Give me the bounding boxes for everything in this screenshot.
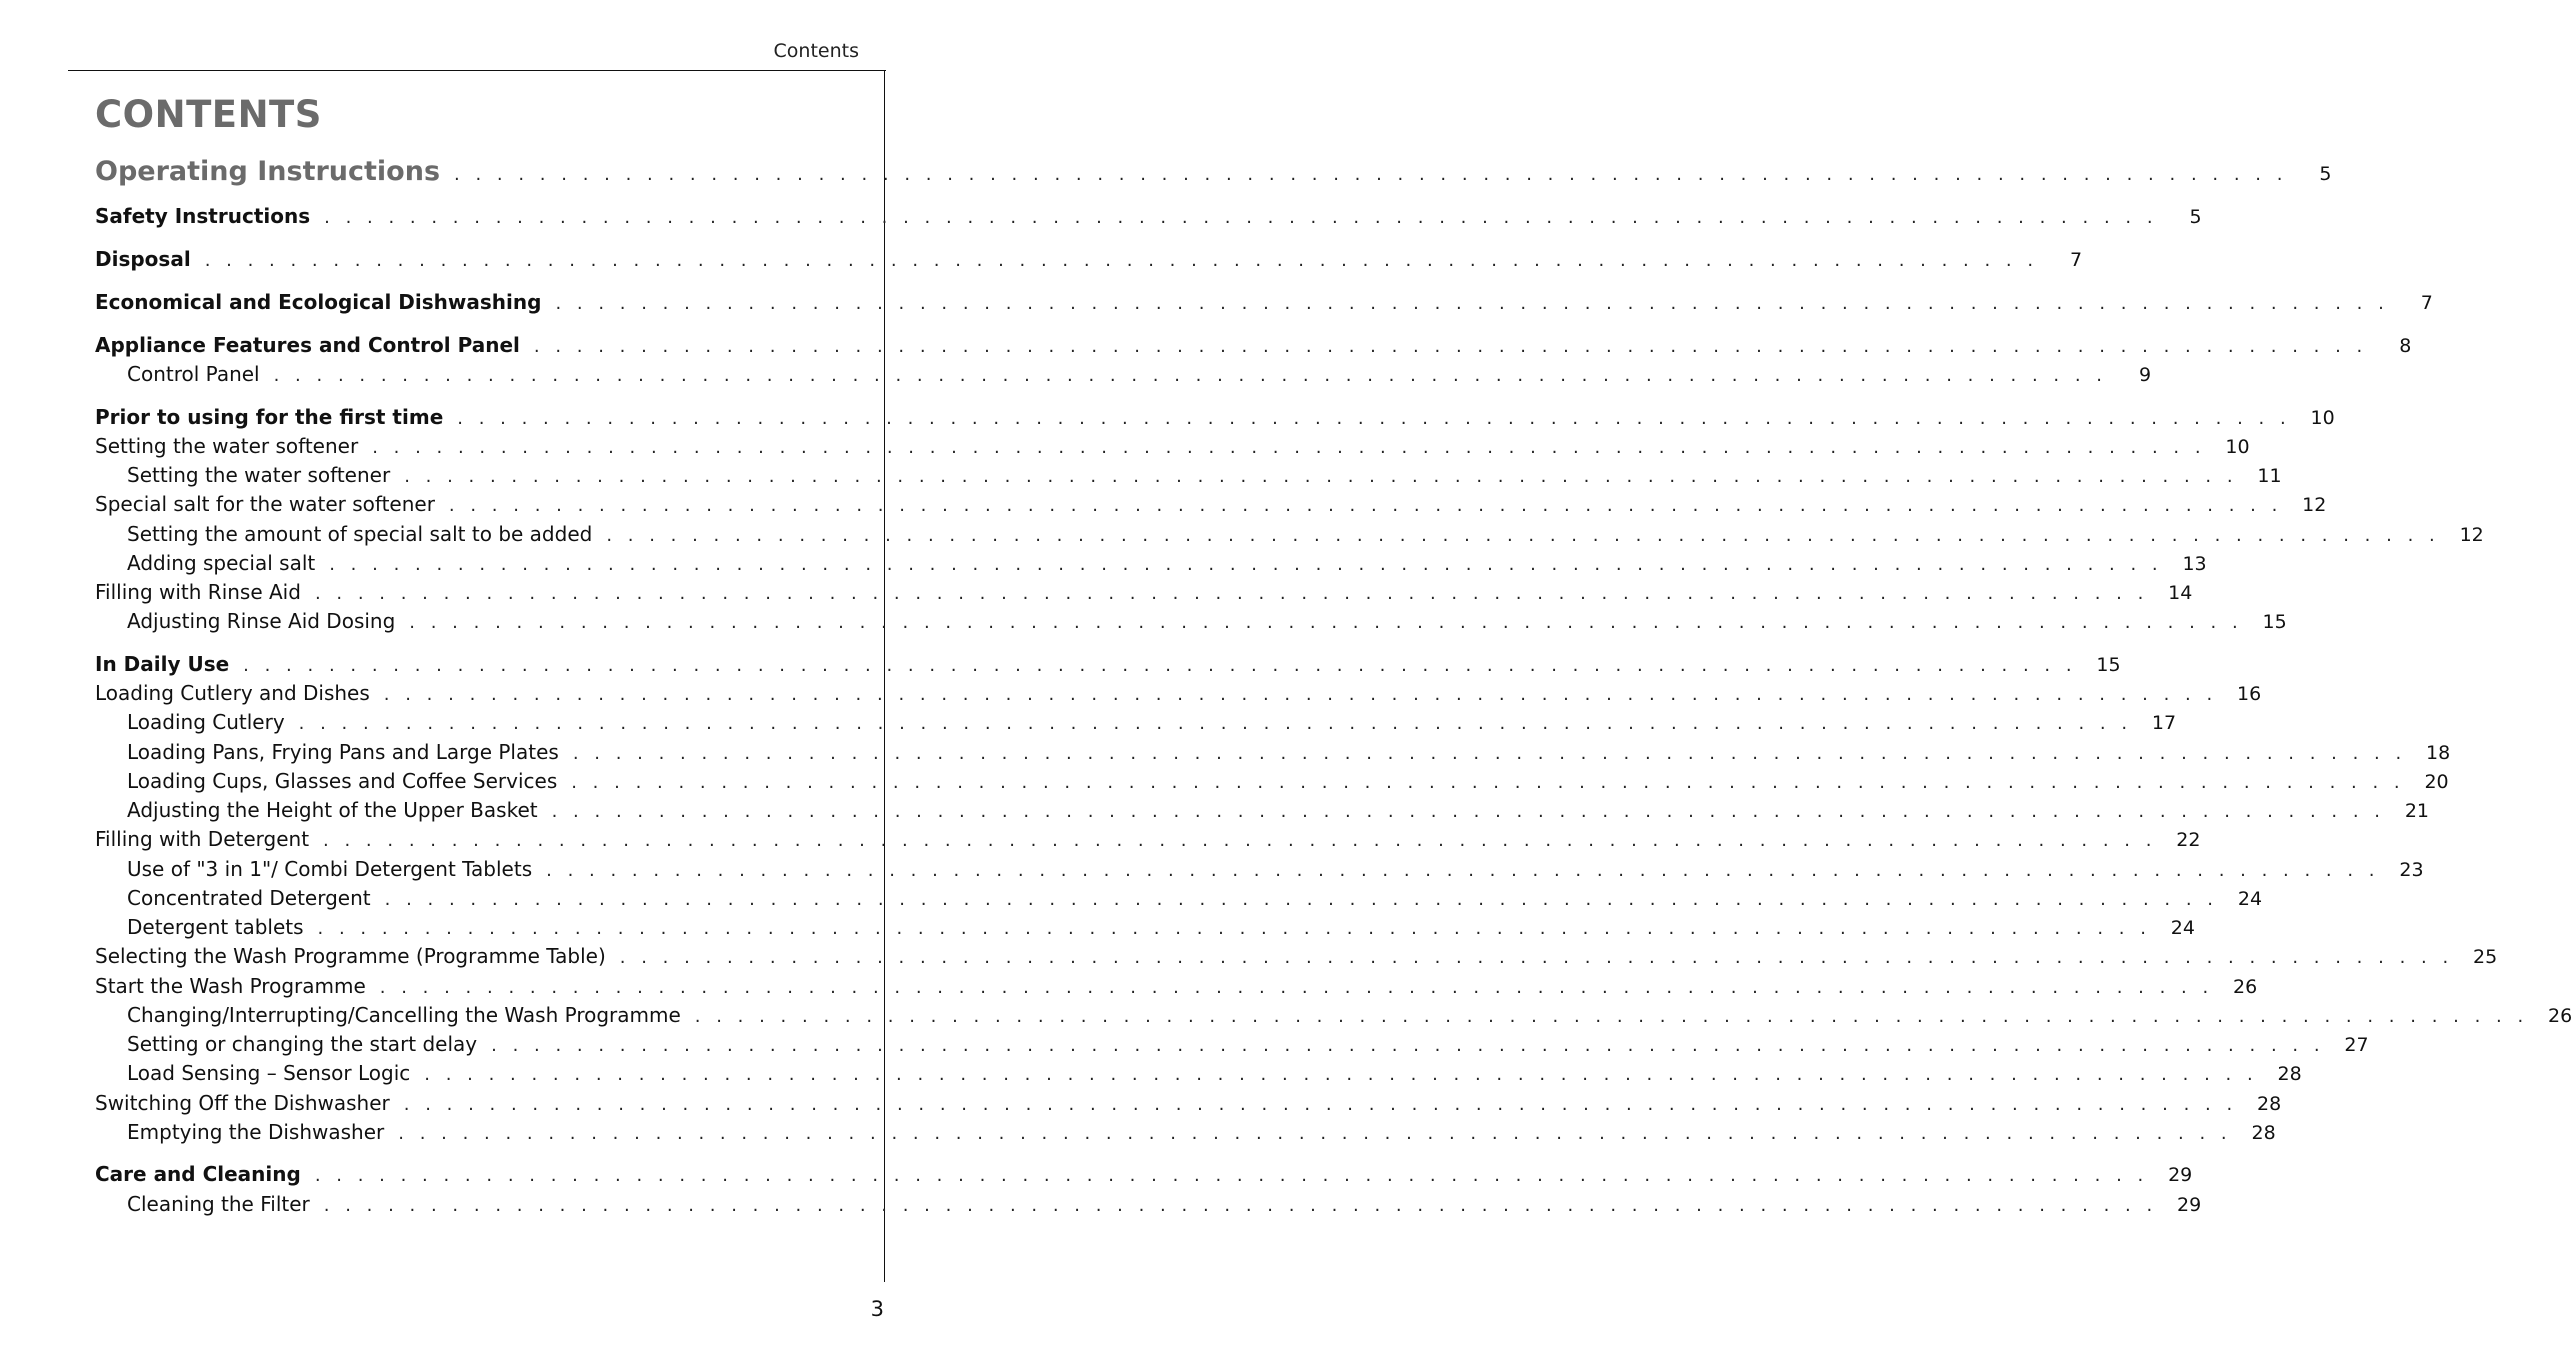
dot-leader: . . . . . . . . . . . . . . . . . . . . . . . . . . . . . . . . . . . . . . . . . . . . . . . . . . . . . . . . . . . . . . . . . . . . . . . . . . . . . . . . . . . . . .: [424, 1064, 2258, 1085]
toc-entry: [95, 361, 2152, 389]
dot-leader: . . . . . . . . . . . . . . . . . . . . . . . . . . . . . . . . . . . . . . . . . . . . . . . . . . . . . . . . . . . . . . . . . . . . . . . . . . . . . . . . . . . . . .: [555, 293, 2389, 314]
toc-entry-page: 5: [2189, 206, 2202, 228]
dot-leader: . . . . . . . . . . . . . . . . . . . . . . . . . . . . . . . . . . . . . . . . . . . . . . . . . . . . . . . . . . . . . . . . . . . . . . . . . . . . . . . . . . . . . .: [533, 336, 2368, 357]
toc-entry-label: Loading Cutlery: [127, 710, 285, 734]
toc-entry-label: Emptying the Dishwasher: [127, 1120, 385, 1144]
toc-entry-label: Filling with Detergent: [95, 827, 310, 851]
toc-entry-label: Care and Cleaning: [95, 1162, 301, 1186]
toc-entry-label: Loading Cups, Glasses and Coffee Services: [127, 769, 558, 793]
toc-entry: [95, 1002, 2572, 1030]
toc-entry-label: Start the Wash Programme: [95, 974, 366, 998]
toc-entry-page: 12: [2459, 524, 2484, 546]
dot-leader: . . . . . . . . . . . . . . . . . . . . . . . . . . . . . . . . . . . . . . . . . . . . . . . . . . . . . . . . . . . . . . . . . . . . . . . . . . . . . . . . . . . . . .: [314, 1165, 2149, 1186]
dot-leader: . . . . . . . . . . . . . . . . . . . . . . . . . . . . . . . . . . . . . . . . . . . . . . . . . . . . . . . . . . . . . . . . . . . . . . . . . . . . . . . . . . . . . .: [448, 495, 2283, 516]
dot-leader: . . . . . . . . . . . . . . . . . . . . . . . . . . . . . . . . . . . . . . . . . . . . . . . . . . . . . . . . . . . . . . . . . . . . . . . . . . . . . . . . . . . . . .: [383, 684, 2218, 705]
dot-leader: . . . . . . . . . . . . . . . . . . . . . . . . . . . . . . . . . . . . . . . . . . . . . . . . . . . . . . . . . . . . . . . . . . . . . . . . . . . . . . . . . . . . . .: [404, 466, 2238, 487]
toc-entry-page: 11: [2257, 465, 2282, 487]
toc-entry-page: 13: [2182, 553, 2207, 575]
page-number: 3: [870, 1297, 884, 1321]
toc-entry-page: 18: [2426, 742, 2451, 764]
toc-entry-label: Filling with Rinse Aid: [95, 580, 301, 604]
toc-entry-label: In Daily Use: [95, 652, 230, 676]
dot-leader: . . . . . . . . . . . . . . . . . . . . . . . . . . . . . . . . . . . . . . . . . . . . . . . . . . . . . . . . . . . . . . . . . . . . . . . . . . . . . . . . . . . . . .: [551, 801, 2386, 822]
toc-entry-label: Changing/Interrupting/Cancelling the Wash Programme: [127, 1003, 681, 1027]
dot-leader: . . . . . . . . . . . . . . . . . . . . . . . . . . . . . . . . . . . . . . . . . . . . . . . . . . . . . . . . . . . . . . . . . . . . . . . . . . . . . . . . . . . . . .: [403, 1094, 2238, 1115]
toc-entry: [95, 680, 2262, 708]
dot-leader: . . . . . . . . . . . . . . . . . . . . . . . . . . . . . . . . . . . . . . . . . . . . . . . . . . . . . . . . . . . . . . . . . . . . . . . . . . . . . . . . . . . . . .: [372, 437, 2206, 458]
dot-leader: . . . . . . . . . . . . . . . . . . . . . . . . . . . . . . . . . . . . . . . . . . . . . . . . . . . . . . . . . . . . . . . . . . . . . . . . . . . . . . . . . . . . . .: [457, 408, 2291, 429]
toc-entry-label: Safety Instructions: [95, 204, 311, 228]
toc-entry: [95, 1191, 2202, 1219]
dot-leader: . . . . . . . . . . . . . . . . . . . . . . . . . . . . . . . . . . . . . . . . . . . . . . . . . . . . . . . . . . . . . . . . . . . . . . . . . . . . . . . . . . . . . .: [384, 889, 2219, 910]
dot-leader: . . . . . . . . . . . . . . . . . . . . . . . . . . . . . . . . . . . . . . . . . . . . . . . . . . . . . . . . . . . . . . . . . . . . . . . . . . . . . . . . . . . . . .: [273, 365, 2108, 386]
toc-entry-page: 28: [2251, 1122, 2276, 1144]
toc-entry-label: Loading Cutlery and Dishes: [95, 681, 370, 705]
dot-leader: . . . . . . . . . . . . . . . . . . . . . . . . . . . . . . . . . . . . . . . . . . . . . . . . . . . . . . . . . . . . . . . . . . . . . . . . . . . . . . . . . . . . . .: [398, 1123, 2232, 1144]
toc-entry-page: 16: [2237, 683, 2262, 705]
toc-entry: [95, 332, 2412, 360]
toc-entry-page: 14: [2168, 582, 2193, 604]
toc-entry-page: 17: [2151, 712, 2177, 734]
toc-entry-label: Switching Off the Dishwasher: [95, 1091, 390, 1115]
toc-entry: [95, 404, 2335, 432]
toc-entry: [95, 943, 2498, 971]
toc-entry: [95, 797, 2430, 825]
toc-entry: [95, 521, 2484, 549]
toc-entry-label: Control Panel: [127, 362, 260, 386]
toc-entry: [95, 768, 2449, 796]
toc-entry: [95, 856, 2424, 884]
dot-leader: . . . . . . . . . . . . . . . . . . . . . . . . . . . . . . . . . . . . . . . . . . . . . . . . . . . . . . . . . . . . . . . . . . . . . . . . . . . . . . . . . . . . . .: [379, 977, 2214, 998]
toc-entry-label: Disposal: [95, 247, 191, 271]
toc-entry-label: Appliance Features and Control Panel: [95, 333, 520, 357]
toc-entry: [95, 246, 2083, 274]
toc-entry-page: 24: [2170, 917, 2195, 939]
toc-entry-page: 28: [2277, 1063, 2302, 1085]
toc-entry-label: Adjusting Rinse Aid Dosing: [127, 609, 396, 633]
toc-entry: [95, 709, 2177, 737]
dot-leader: . . . . . . . . . . . . . . . . . . . . . . . . . . . . . . . . . . . . . . . . . . . . . . . . . . . . . . . . . . . . . . . . . . . . . . . . . . . . . . . . . . . . . .: [619, 947, 2454, 968]
toc-entry-label: Operating Instructions: [95, 156, 441, 187]
toc-entry-label: Loading Pans, Frying Pans and Large Plates: [127, 740, 559, 764]
toc-entry: [95, 1060, 2302, 1088]
toc-entry-page: 7: [2070, 249, 2083, 271]
toc-entry-page: 22: [2176, 829, 2201, 851]
toc-entry-page: 23: [2399, 859, 2424, 881]
toc-entry-label: Adjusting the Height of the Upper Basket: [127, 798, 538, 822]
toc-entry-page: 25: [2473, 946, 2498, 968]
toc-entry-page: 15: [2096, 654, 2121, 676]
dot-leader: . . . . . . . . . . . . . . . . . . . . . . . . . . . . . . . . . . . . . . . . . . . . . . . . . . . . . . . . . . . . . . . . . . . . . . . . . . . . . . . . . . . . . .: [572, 743, 2407, 764]
toc-entry-label: Detergent tablets: [127, 915, 304, 939]
toc-entry: [95, 203, 2202, 231]
dot-leader: . . . . . . . . . . . . . . . . . . . . . . . . . . . . . . . . . . . . . . . . . . . . . . . . . . . . . . . . . . . . . . . . . . . . . . . . . . . . . . . . . . . . . .: [324, 207, 2158, 228]
toc-entry-label: Load Sensing – Sensor Logic: [127, 1061, 411, 1085]
toc-entry-page: 10: [2225, 436, 2250, 458]
toc-entry-label: Economical and Ecological Dishwashing: [95, 290, 542, 314]
toc-entry-page: 9: [2138, 364, 2152, 386]
toc-entry-page: 29: [2177, 1194, 2202, 1216]
dot-leader: . . . . . . . . . . . . . . . . . . . . . . . . . . . . . . . . . . . . . . . . . . . . . . . . . . . . . . . . . . . . . . . . . . . . . . . . . . . . . . . . . . . . . .: [571, 772, 2405, 793]
toc-entry: [95, 651, 2121, 679]
toc-entry-page: 5: [2319, 163, 2332, 185]
dot-leader: . . . . . . . . . . . . . . . . . . . . . . . . . . . . . . . . . . . . . . . . . . . . . . . . . . . . . . . . . . . . . . . . . . . . . . . . . . . . . . . . . . . . . .: [243, 655, 2077, 676]
toc-entry-page: 12: [2302, 494, 2327, 516]
dot-leader: . . . . . . . . . . . . . . . . . . . . . . . . . . . . . . . . . . . . . . . . . . . . . . . . . . . . . . . . . . . . . . . . . . . . . . . . . . . . . . . . . . . . . .: [323, 1195, 2158, 1216]
toc-entry-page: 15: [2262, 611, 2287, 633]
toc-entry-label: Prior to using for the first time: [95, 405, 444, 429]
running-header: Contents: [773, 40, 859, 62]
toc-entry: [95, 1161, 2193, 1189]
toc-entry-page: 26: [2548, 1005, 2572, 1027]
toc-entry: [95, 608, 2287, 636]
toc-entry: [95, 1031, 2369, 1059]
toc-entry: [95, 462, 2282, 490]
dot-leader: . . . . . . . . . . . . . . . . . . . . . . . . . . . . . . . . . . . . . . . . . . . . . . . . . . . . . . . . . . . . . . . . . . . . . . . . . . . . . . . . . . . . . .: [409, 612, 2243, 633]
toc-entry-page: 10: [2310, 407, 2335, 429]
dot-leader: . . . . . . . . . . . . . . . . . . . . . . . . . . . . . . . . . . . . . . . . . . . . . . . . . . . . . . . . . . . . . . . . . . . . . . . . . . . . . . . . . . . . . .: [314, 583, 2149, 604]
toc-entry: [95, 914, 2195, 942]
dot-leader: . . . . . . . . . . . . . . . . . . . . . . . . . . . . . . . . . . . . . . . . . . . . . . . . . . . . . . . . . . . . . . . . . . . . . . . . . . . . . . . . . . . . . .: [454, 164, 2288, 185]
toc-entry: [95, 885, 2263, 913]
toc-entry: [95, 550, 2207, 578]
toc-entry-page: 21: [2404, 800, 2430, 822]
toc-entry-page: 20: [2424, 771, 2449, 793]
toc-entry-label: Setting the amount of special salt to be added: [127, 522, 593, 546]
toc-entry-label: Concentrated Detergent: [127, 886, 371, 910]
dot-leader: . . . . . . . . . . . . . . . . . . . . . . . . . . . . . . . . . . . . . . . . . . . . . . . . . . . . . . . . . . . . . . . . . . . . . . . . . . . . . . . . . . . . . .: [204, 250, 2039, 271]
toc-entry: [95, 433, 2250, 461]
dot-leader: . . . . . . . . . . . . . . . . . . . . . . . . . . . . . . . . . . . . . . . . . . . . . . . . . . . . . . . . . . . . . . . . . . . . . . . . . . . . . . . . . . . . . .: [546, 860, 2380, 881]
toc-entry-label: Adding special salt: [127, 551, 316, 575]
toc-entry-page: 8: [2399, 335, 2412, 357]
toc-entry: [95, 1119, 2276, 1147]
dot-leader: . . . . . . . . . . . . . . . . . . . . . . . . . . . . . . . . . . . . . . . . . . . . . . . . . . . . . . . . . . . . . . . . . . . . . . . . . . . . . . . . . . . . . .: [694, 1006, 2529, 1027]
toc-entry: [95, 1090, 2282, 1118]
toc-entry: [95, 973, 2258, 1001]
toc-entry: [95, 491, 2327, 519]
dot-leader: . . . . . . . . . . . . . . . . . . . . . . . . . . . . . . . . . . . . . . . . . . . . . . . . . . . . . . . . . . . . . . . . . . . . . . . . . . . . . . . . . . . . . .: [317, 918, 2151, 939]
toc-entry-page: 26: [2233, 976, 2258, 998]
toc-entry: [95, 739, 2451, 767]
dot-leader: . . . . . . . . . . . . . . . . . . . . . . . . . . . . . . . . . . . . . . . . . . . . . . . . . . . . . . . . . . . . . . . . . . . . . . . . . . . . . . . . . . . . . .: [606, 525, 2440, 546]
dot-leader: . . . . . . . . . . . . . . . . . . . . . . . . . . . . . . . . . . . . . . . . . . . . . . . . . . . . . . . . . . . . . . . . . . . . . . . . . . . . . . . . . . . . . .: [298, 713, 2133, 734]
toc-entry: [95, 579, 2193, 607]
toc-entry-label: Cleaning the Filter: [127, 1192, 310, 1216]
dot-leader: . . . . . . . . . . . . . . . . . . . . . . . . . . . . . . . . . . . . . . . . . . . . . . . . . . . . . . . . . . . . . . . . . . . . . . . . . . . . . . . . . . . . . .: [323, 830, 2157, 851]
dot-leader: . . . . . . . . . . . . . . . . . . . . . . . . . . . . . . . . . . . . . . . . . . . . . . . . . . . . . . . . . . . . . . . . . . . . . . . . . . . . . . . . . . . . . .: [491, 1035, 2325, 1056]
toc-entry-page: 24: [2237, 888, 2263, 910]
toc-entry-page: 27: [2344, 1034, 2369, 1056]
toc-entry: [95, 156, 2332, 191]
dot-leader: . . . . . . . . . . . . . . . . . . . . . . . . . . . . . . . . . . . . . . . . . . . . . . . . . . . . . . . . . . . . . . . . . . . . . . . . . . . . . . . . . . . . . .: [329, 554, 2163, 575]
toc-entry-label: Setting the water softener: [127, 463, 391, 487]
toc-entry-label: Special salt for the water softener: [95, 492, 435, 516]
toc-entry-page: 28: [2257, 1093, 2282, 1115]
toc-entry-label: Selecting the Wash Programme (Programme Table): [95, 944, 606, 968]
toc-entry-label: Setting or changing the start delay: [127, 1032, 478, 1056]
toc-entry-label: Setting the water softener: [95, 434, 359, 458]
page-title: CONTENTS: [95, 93, 322, 136]
toc-entry: [95, 289, 2433, 317]
toc-entry-page: 7: [2420, 292, 2433, 314]
toc-entry: [95, 826, 2201, 854]
toc-entry-page: 29: [2168, 1164, 2193, 1186]
toc-entry-label: Use of "3 in 1"/ Combi Detergent Tablets: [127, 857, 533, 881]
